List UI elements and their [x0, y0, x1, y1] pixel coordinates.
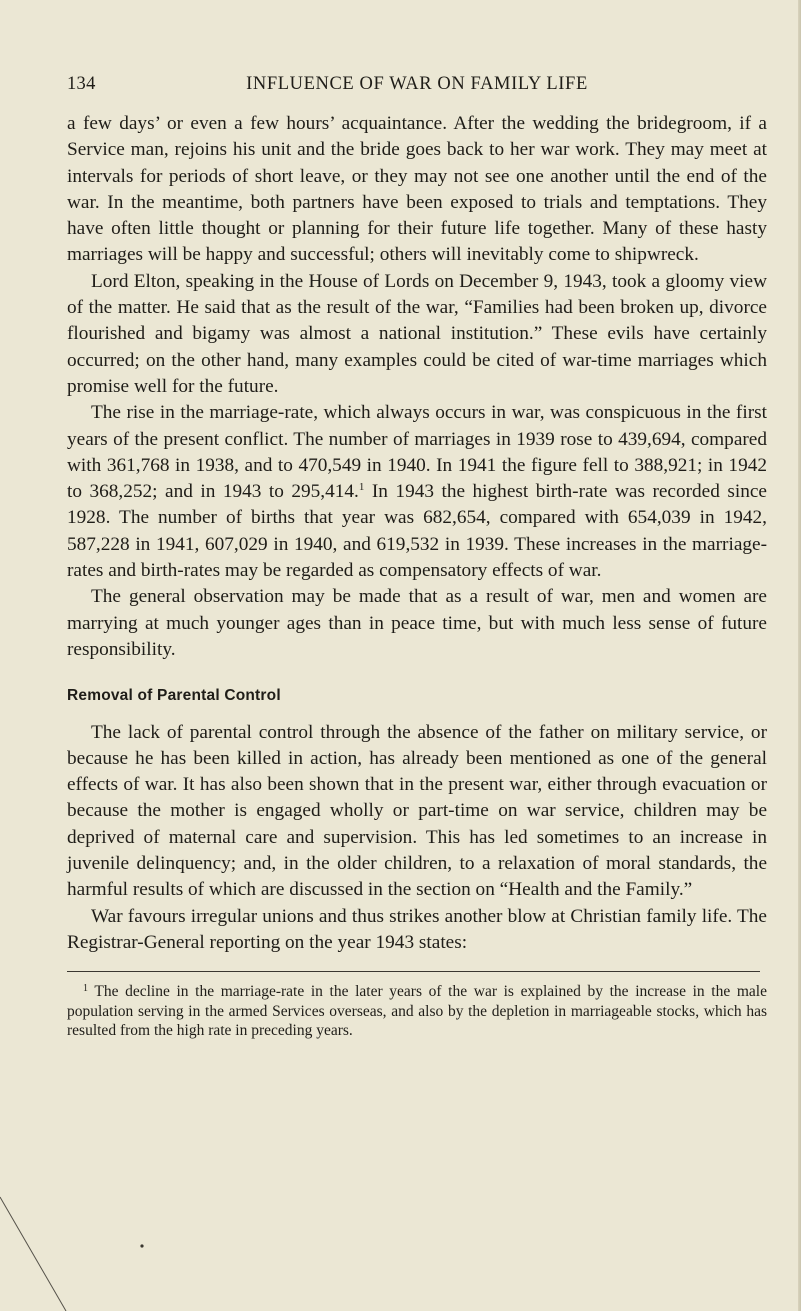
footnote: [67, 982, 767, 1041]
paragraph-marriage-rate: [67, 400, 767, 584]
footnote-reference: 1: [358, 481, 365, 494]
diagonal-scan-mark: [0, 1197, 66, 1311]
scan-dot: [140, 1244, 143, 1247]
footnote-number: 1: [83, 983, 88, 995]
paragraph-lord-elton: Lord Elton, speaking in the House of Lords on December 9, 1943, took a gloomy view of the matter. He said that as the result of the war, “Families had been broken up, divorce flourished and bigamy was almost a national institution.” These evils have certainly occurred; on the other hand, many examples could be cited of war-time marriages which promise well for the future.: [67, 270, 767, 397]
running-title: INFLUENCE OF WAR ON FAMILY LIFE: [246, 74, 588, 94]
paragraph-irregular-unions: War favours irregular unions and thus strikes another blow at Christian family life. The Registrar-General reporting on the year 1943 states:: [67, 905, 767, 953]
book-page: [67, 74, 767, 1041]
footnote-text: The decline in the marriage-rate in the later years of the war is explained by the increase in the male population serving in the armed Services overseas, and also by the depletion in marriageable stocks, which has resulted from the high rate in preceding years.: [67, 983, 767, 1040]
paragraph-continuation: a few days’ or even a few hours’ acquaintance. After the wedding the bridegroom, if a Service man, rejoins his unit and the bride goes back to her war work. They may meet at intervals for periods of short leave, or they may not see one another until the end of the war. In the meantime, both partners have been exposed to trials and temptations. They have often little thought or planning for their future life together. Many of these hasty marriages will be happy and successful; others will inevitably come to shipwreck.: [67, 113, 767, 266]
page-number: 134: [67, 74, 96, 94]
body-text: [67, 111, 767, 956]
section-heading: Removal of Parental Control: [67, 687, 281, 705]
marriage-rate-text: The rise in the marriage-rate, which always occurs in war, was conspicuous in the first years of the present conflict. The number of marriages in 1939 rose to 439,694, compared with 361,768 in 1938, and to 470,549 in 1940. In 1941 the figure fell to 388,921; in 1942 to 368,252; and in 1943 to 295,414.: [67, 402, 767, 503]
footnote-divider: [67, 971, 760, 972]
birth-rate-text: In 1943 the highest birth-rate was recorded since 1928. The number of births that year was 682,654, compared with 654,039 in 1942, 587,228 in 1941, 607,029 in 1940, and 619,532 in 1939. These increases in the marriage-rates and birth-rates may be regarded as compensatory effects of war.: [67, 481, 767, 582]
paragraph-general-observation: The general observation may be made that as a result of war, men and women are marrying at much younger ages than in peace time, but with much less sense of future responsibility.: [67, 586, 767, 660]
paragraph-parental-control: The lack of parental control through the absence of the father on military service, or because he has been killed in action, has already been mentioned as one of the general effects of war. It has also been shown that in the present war, either through evacuation or because the mother is engaged wholly or part-time on war service, children may be deprived of maternal care and supervision. This has led sometimes to an increase in juvenile delinquency; and, in the older children, to a relaxation of moral standards, the harmful results of which are discussed in the section on “Health and the Family.”: [67, 721, 767, 901]
running-head: [67, 74, 767, 102]
